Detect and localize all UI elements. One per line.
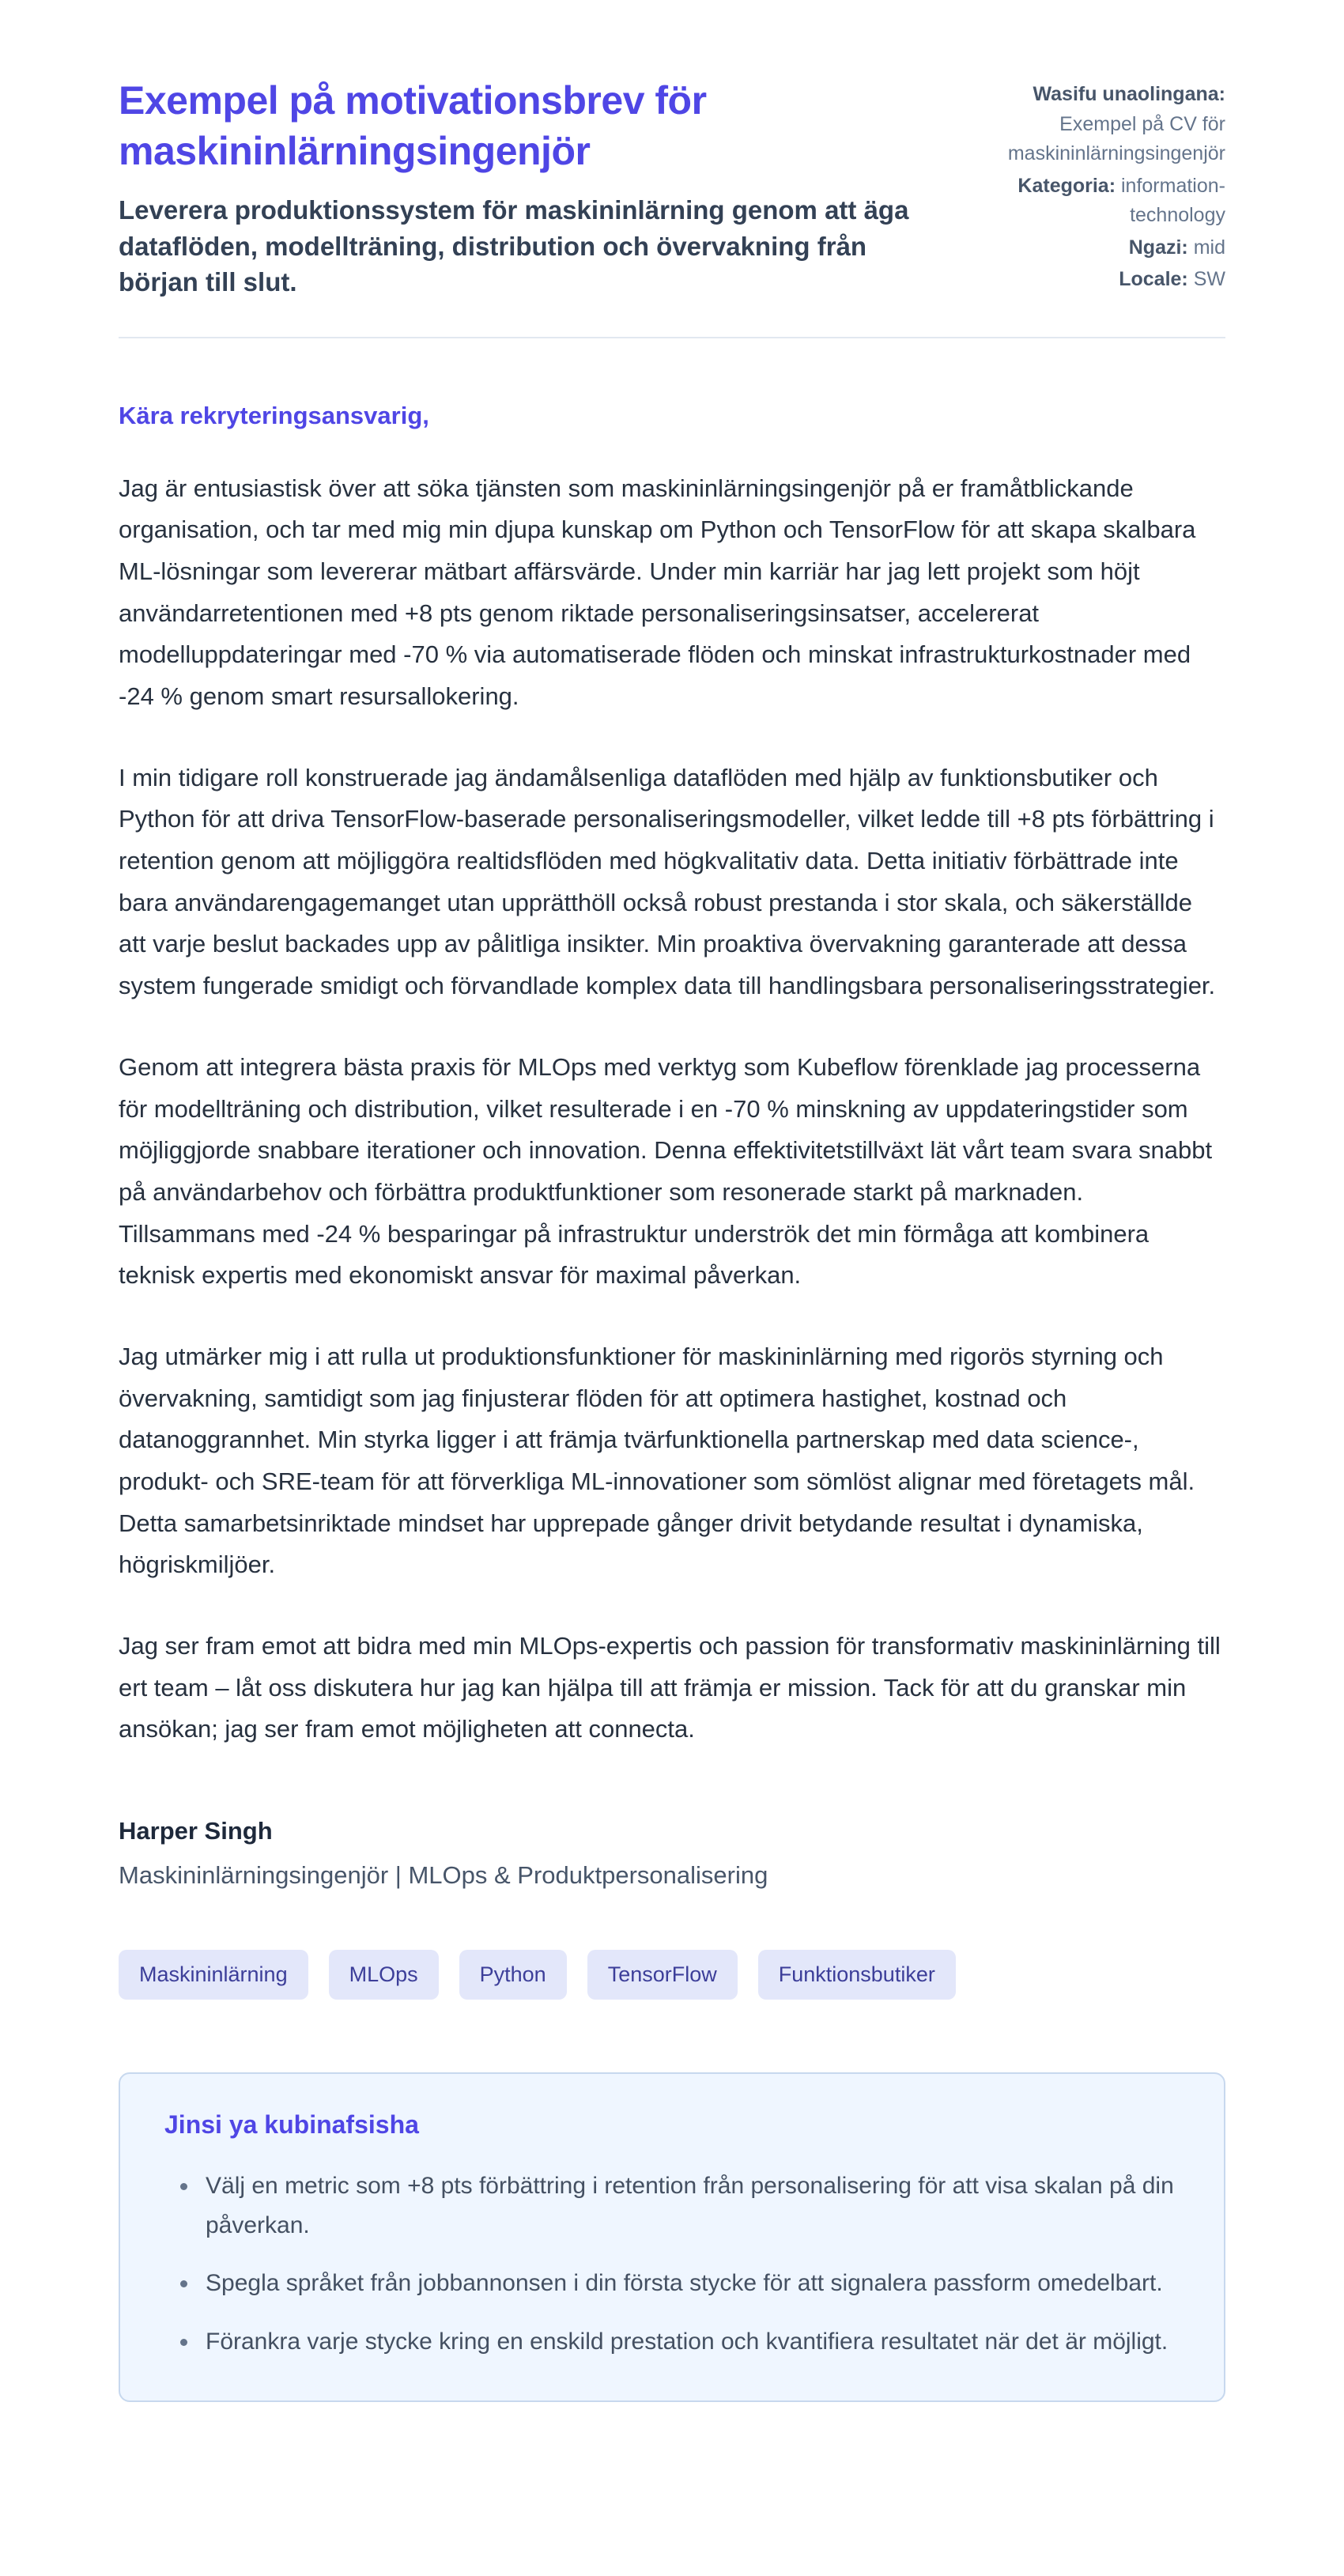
page-subtitle: Leverera produktionssystem för maskininlärning genom att äga dataflöden, modellträning, distribution och övervakning från början till slut. bbox=[119, 195, 909, 297]
meta-panel bbox=[988, 75, 1225, 297]
tag-chip-maskininlarning[interactable]: Maskininlärning bbox=[119, 1950, 308, 2000]
header-left bbox=[119, 75, 941, 300]
tag-chip-python[interactable]: Python bbox=[459, 1950, 567, 2000]
meta-locale-label: Locale: bbox=[1119, 268, 1188, 290]
tip-item: • Förankra varje stycke kring en enskild prestation och kvantifiera resultatet när det är möjligt. bbox=[199, 2322, 1180, 2362]
signature-name: Harper Singh bbox=[119, 1817, 273, 1845]
tips-box bbox=[119, 2072, 1225, 2402]
header bbox=[119, 75, 1225, 300]
meta-locale bbox=[988, 265, 1225, 295]
tip-item: • Välj en metric som +8 pts förbättring i retention från personalisering för att visa skalan på din påverkan. bbox=[199, 2166, 1180, 2245]
meta-category-label: Kategoria: bbox=[1017, 174, 1116, 197]
meta-level-label: Ngazi: bbox=[1128, 236, 1188, 259]
letter-paragraph: I min tidigare roll konstruerade jag ändamålsenliga dataflöden med hjälp av funktionsbutiker och Python för att driva TensorFlow-baserade personaliseringsmodeller, vilket ledde till +8 pts förbättring i retention genom att möjliggöra realtidsflöden med högkvalitativ data. Detta initiativ förbättrade inte bara användarengagemanget utan upprätthöll också robust prestanda i stor skala, och säkerställde att varje beslut backades upp av pålitliga insikter. Min proaktiva övervakning garanterade att dessa system fungerade smidigt och förvandlade komplex data till handlingsbara personaliseringsstrategier. bbox=[119, 763, 1216, 1000]
tag-chip-mlops[interactable]: MLOps bbox=[329, 1950, 439, 2000]
meta-category bbox=[988, 172, 1225, 231]
page-title: Exempel på motivationsbrev för maskininlärningsingenjör bbox=[119, 78, 707, 173]
meta-level bbox=[988, 233, 1225, 263]
tag-list bbox=[119, 1950, 1225, 2000]
letter-greeting: Kära rekryteringsansvarig, bbox=[119, 401, 429, 429]
tips-list bbox=[164, 2166, 1180, 2361]
letter-body bbox=[119, 402, 1225, 1890]
meta-locale-value: SW bbox=[1193, 268, 1225, 290]
signature-role: Maskininlärningsingenjör | MLOps & Produktpersonalisering bbox=[119, 1861, 768, 1890]
meta-level-value: mid bbox=[1193, 236, 1225, 259]
letter-paragraph: Jag är entusiastisk över att söka tjänsten som maskininlärningsingenjör på er framåtblickande organisation, och tar med mig min djupa kunskap om Python och TensorFlow för att skapa skalbara ML-lösningar som levererar mätbart affärsvärde. Under min karriär har jag lett projekt som höjt användarretentionen med +8 pts genom riktade personaliseringsinsatser, accelererat modelluppdateringar med -70 % via automatiserade flöden och minskat infrastrukturkostnader med -24 % genom smart resursallokering. bbox=[119, 474, 1196, 711]
letter-paragraph: Genom att integrera bästa praxis för MLOps med verktyg som Kubeflow förenklade jag processerna för modellträning och distribution, vilket resulterade i en -70 % minskning av uppdateringstider som möjliggjorde snabbare iterationer och innovation. Denna effektivitetstillväxt lät vårt team svara snabbt på användarbehov och förbättra produktfunktioner som resonerade starkt på marknaden. Tillsammans med -24 % besparingar på infrastruktur underströk det min förmåga att kombinera teknisk expertis med ekonomiskt ansvar för maximal påverkan. bbox=[119, 1052, 1213, 1290]
header-divider bbox=[119, 337, 1225, 338]
meta-matching-value: Exempel på CV för maskininlärningsingenjör bbox=[1007, 112, 1225, 164]
tag-chip-tensorflow[interactable]: TensorFlow bbox=[587, 1950, 738, 2000]
meta-matching-label: Wasifu unaolingana: bbox=[1033, 83, 1225, 105]
letter-paragraph: Jag utmärker mig i att rulla ut produktionsfunktioner för maskininlärning med rigorös styrning och övervakning, samtidigt som jag finjusterar flöden för att optimera hastighet, kostnad och datanoggrannhet. Min styrka ligger i att främja tvärfunktionella partnerskap med data science-, produkt- och SRE-team för att förverkliga ML-innovationer som sömlöst alignar med företagets mål. Detta samarbetsinriktade mindset har upprepade gånger drivit betydande resultat i dynamiska, högriskmiljöer. bbox=[119, 1342, 1195, 1579]
letter-paragraph: Jag ser fram emot att bidra med min MLOps-expertis och passion för transformativ maskininlärning till ert team – låt oss diskutera hur jag kan hjälpa till att främja er mission. Tack för att du granskar min ansökan; jag ser fram emot möjligheten att connecta. bbox=[119, 1632, 1221, 1743]
tag-chip-funktionsbutiker[interactable]: Funktionsbutiker bbox=[758, 1950, 956, 2000]
tip-item: • Spegla språket från jobbannonsen i din första stycke för att signalera passform omedelbart. bbox=[199, 2264, 1180, 2303]
tips-title: Jinsi ya kubinafsisha bbox=[164, 2110, 419, 2140]
meta-category-value: information-technology bbox=[1121, 174, 1225, 226]
meta-matching-cv bbox=[988, 80, 1225, 169]
